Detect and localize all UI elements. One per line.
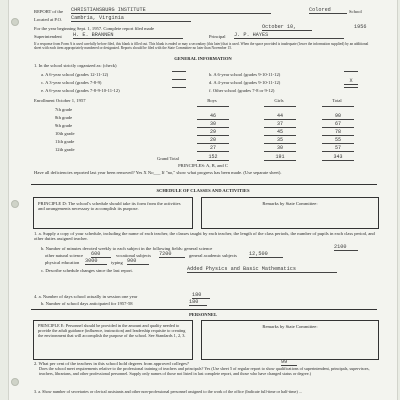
option-a-mark bbox=[172, 71, 186, 72]
boys-cell: 20 bbox=[197, 138, 229, 144]
boys-cell: 46 bbox=[197, 114, 229, 120]
general-heading: GENERAL INFORMATION bbox=[174, 56, 232, 61]
boys-cell: 30 bbox=[197, 122, 229, 128]
enrollment-label: Enrollment October 1, 1957 bbox=[34, 98, 86, 103]
report-of-label: REPORT of the bbox=[34, 9, 63, 14]
grade-label: 7th grade bbox=[55, 107, 73, 112]
divider bbox=[31, 309, 377, 310]
principal: J. P. HAYES bbox=[234, 33, 344, 39]
boys-cell bbox=[197, 106, 229, 107]
days-session: 180 bbox=[192, 293, 210, 299]
col-total: Total bbox=[332, 98, 342, 103]
option-c-mark bbox=[172, 79, 186, 80]
item-1b: b. Number of minutes devoted weekly to each subject in the following fields: general science bbox=[41, 246, 213, 251]
binder-hole bbox=[11, 200, 19, 208]
schedule-remarks-box bbox=[201, 197, 379, 229]
vocational-val: 7200 bbox=[159, 252, 185, 258]
principle-d-text: PRINCIPLE D: The school's schedule should take its form from the activities and arrangements necessary to accomplish its purpose. bbox=[38, 201, 181, 212]
girls-cell: 45 bbox=[264, 130, 296, 136]
grade-label: 12th grade bbox=[55, 147, 75, 152]
grade-label: 9th grade bbox=[55, 123, 73, 128]
deficiencies-line: Have all deficiencies reported last year been removed? Yes X No___ If "no," show what progress has been made. (Use separate sheet). bbox=[34, 170, 282, 175]
item-2-val: 99 bbox=[281, 360, 297, 366]
other-natural-label: other natural science bbox=[45, 253, 84, 258]
grade-label: 8th grade bbox=[55, 115, 73, 120]
boys-cell: 27 bbox=[197, 146, 229, 152]
girls-cell: 30 bbox=[264, 146, 296, 152]
boys-cell: 29 bbox=[197, 130, 229, 136]
grand-total-girls: 191 bbox=[264, 155, 296, 161]
typing-val: 900 bbox=[127, 259, 149, 265]
located-at-label: Located at P.O. bbox=[34, 17, 63, 22]
binder-hole bbox=[11, 378, 19, 386]
year-line: For the year beginning Sept. 1, 1957. Complete report filed made bbox=[34, 26, 155, 31]
girls-cell: 44 bbox=[264, 114, 296, 120]
option-f-mark bbox=[344, 87, 358, 88]
gen-science-val: 2100 bbox=[334, 245, 358, 251]
q1-label: 1. In the school strictly organized as: (check) bbox=[34, 63, 117, 68]
option-b: b. A 6-year school (grades 9-10-11-12) bbox=[209, 72, 281, 77]
col-boys: Boys bbox=[207, 98, 217, 103]
grand-total-label: Grand Total bbox=[157, 156, 179, 161]
typing-label: typing bbox=[111, 260, 123, 265]
binder-hole bbox=[11, 18, 19, 26]
principle-d-box bbox=[33, 197, 193, 229]
principle-e-text: PRINCIPLE E: Personnel should be provided in the amount and quality needed to provide the adult guidance (influence, instruction) and leadership requisite to creating the environment that will accomplish the purpose of the school. See Standards 1, 2, 3. bbox=[38, 323, 186, 339]
days-anticipated: 180 bbox=[189, 300, 207, 306]
general-academic-val: 12,500 bbox=[249, 252, 283, 258]
item-3: 3. a. Show number of secretaries or clerical assistants and other non-professional personnel assigned to the work of the office (Indicate full-time or half-time) ... bbox=[34, 389, 302, 394]
report-page bbox=[8, 0, 398, 400]
grand-total-total: 343 bbox=[322, 155, 354, 161]
instructions: If a response from Form A is used carefully before filed, this blank is filled out. This blank is ended or may a secondary (this later) that is used. When the space provided is inadequate (lower the information supplied) by an additional sheet with each item appropriately numbered or designated. Reports should be filed with the State Committee no later than November 15. bbox=[34, 42, 369, 51]
grade-label: 10th grade bbox=[55, 131, 75, 136]
item-4b: b. Number of school days anticipated for 1957-58 bbox=[41, 301, 133, 306]
school-type: Colored bbox=[309, 8, 347, 14]
item-2-rest: Does the school meet requirements relative to the professional training of teachers and principals? Yes (Use sheet 5 of regular report to show qualifications of superintendent, principals, supervisors, teachers, librarians, and other professional personnel. Supply only names of those not listed in last complete report, and those who have changed status or degree.) bbox=[39, 366, 370, 376]
option-c: c. A 3-year school (grades 7-8-9) bbox=[41, 80, 102, 85]
general-academic-label: general academic subjects bbox=[189, 253, 237, 258]
total-cell: 90 bbox=[322, 114, 354, 120]
option-d: d. A 4-year school (grades 9-10-11-12) bbox=[209, 80, 281, 85]
superintendent: H. E. BRANNEN bbox=[73, 33, 183, 39]
school-word: School bbox=[349, 9, 362, 14]
total-cell: 67 bbox=[322, 122, 354, 128]
personnel-heading: PERSONNEL bbox=[188, 312, 218, 317]
principle-e-box bbox=[33, 320, 193, 360]
col-girls: Girls bbox=[274, 98, 284, 103]
item-1c: c. Describe schedule changes since the last report. bbox=[41, 268, 133, 273]
personnel-remarks-label: Remarks by State Committee: bbox=[262, 324, 318, 329]
physical-ed-label: physical education bbox=[45, 260, 80, 265]
total-cell: 57 bbox=[322, 146, 354, 152]
schedule-changes: Added Physics and Basic Mathematics bbox=[187, 267, 337, 273]
total-cell: 55 bbox=[322, 138, 354, 144]
girls-cell: 35 bbox=[264, 138, 296, 144]
total-cell bbox=[322, 106, 354, 107]
girls-cell bbox=[264, 106, 296, 107]
item-2: 2. What per cent of the teachers in this school hold degrees from approved colleges? bbox=[34, 361, 189, 366]
vocational-label: vocational subjects bbox=[116, 253, 152, 258]
grade-label: 11th grade bbox=[55, 139, 75, 144]
principles-line: PRINCIPLES: A, B, and C bbox=[178, 163, 228, 168]
girls-cell: 37 bbox=[264, 122, 296, 128]
option-d-mark: X bbox=[344, 79, 358, 85]
divider bbox=[31, 184, 377, 185]
physical-ed-val: 3000 bbox=[85, 259, 107, 265]
schedule-heading: SCHEDULE OF CLASSES AND ACTIVITIES bbox=[156, 188, 250, 193]
other-natural-val: 600 bbox=[91, 252, 111, 258]
option-b-mark bbox=[344, 71, 358, 72]
option-e-mark bbox=[172, 87, 186, 88]
item-1a: 1. a. Supply a copy of your schedule, including the name of each teacher, the classes taught by each teacher, the length of the class periods, the number of pupils in each class period, and other duties assigned teacher. bbox=[34, 231, 375, 242]
personnel-remarks-box bbox=[201, 320, 379, 360]
total-cell: 78 bbox=[322, 130, 354, 136]
superintendent-label: Superintendent bbox=[34, 34, 62, 39]
option-e: e. A 6-year school (grades 7-8-9-10-11-12) bbox=[41, 88, 120, 93]
grand-total-boys: 152 bbox=[197, 155, 229, 161]
option-a: a. A 6-year school (grades 12-11-12) bbox=[41, 72, 109, 77]
school-name: CHRISTIANSBURG INSTITUTE bbox=[71, 8, 271, 14]
report-year: 1956 bbox=[354, 24, 367, 30]
item-4a: 4. a. Number of days school actually in session one year bbox=[34, 294, 138, 299]
schedule-remarks-label: Remarks by State Committee: bbox=[262, 201, 318, 206]
option-f: f. Other school (grades 7-8 or 9-12) bbox=[209, 88, 275, 93]
principal-label: Principal bbox=[209, 34, 226, 39]
report-date: October 10, bbox=[262, 25, 312, 31]
town: Cambria, Virginia bbox=[71, 16, 191, 22]
